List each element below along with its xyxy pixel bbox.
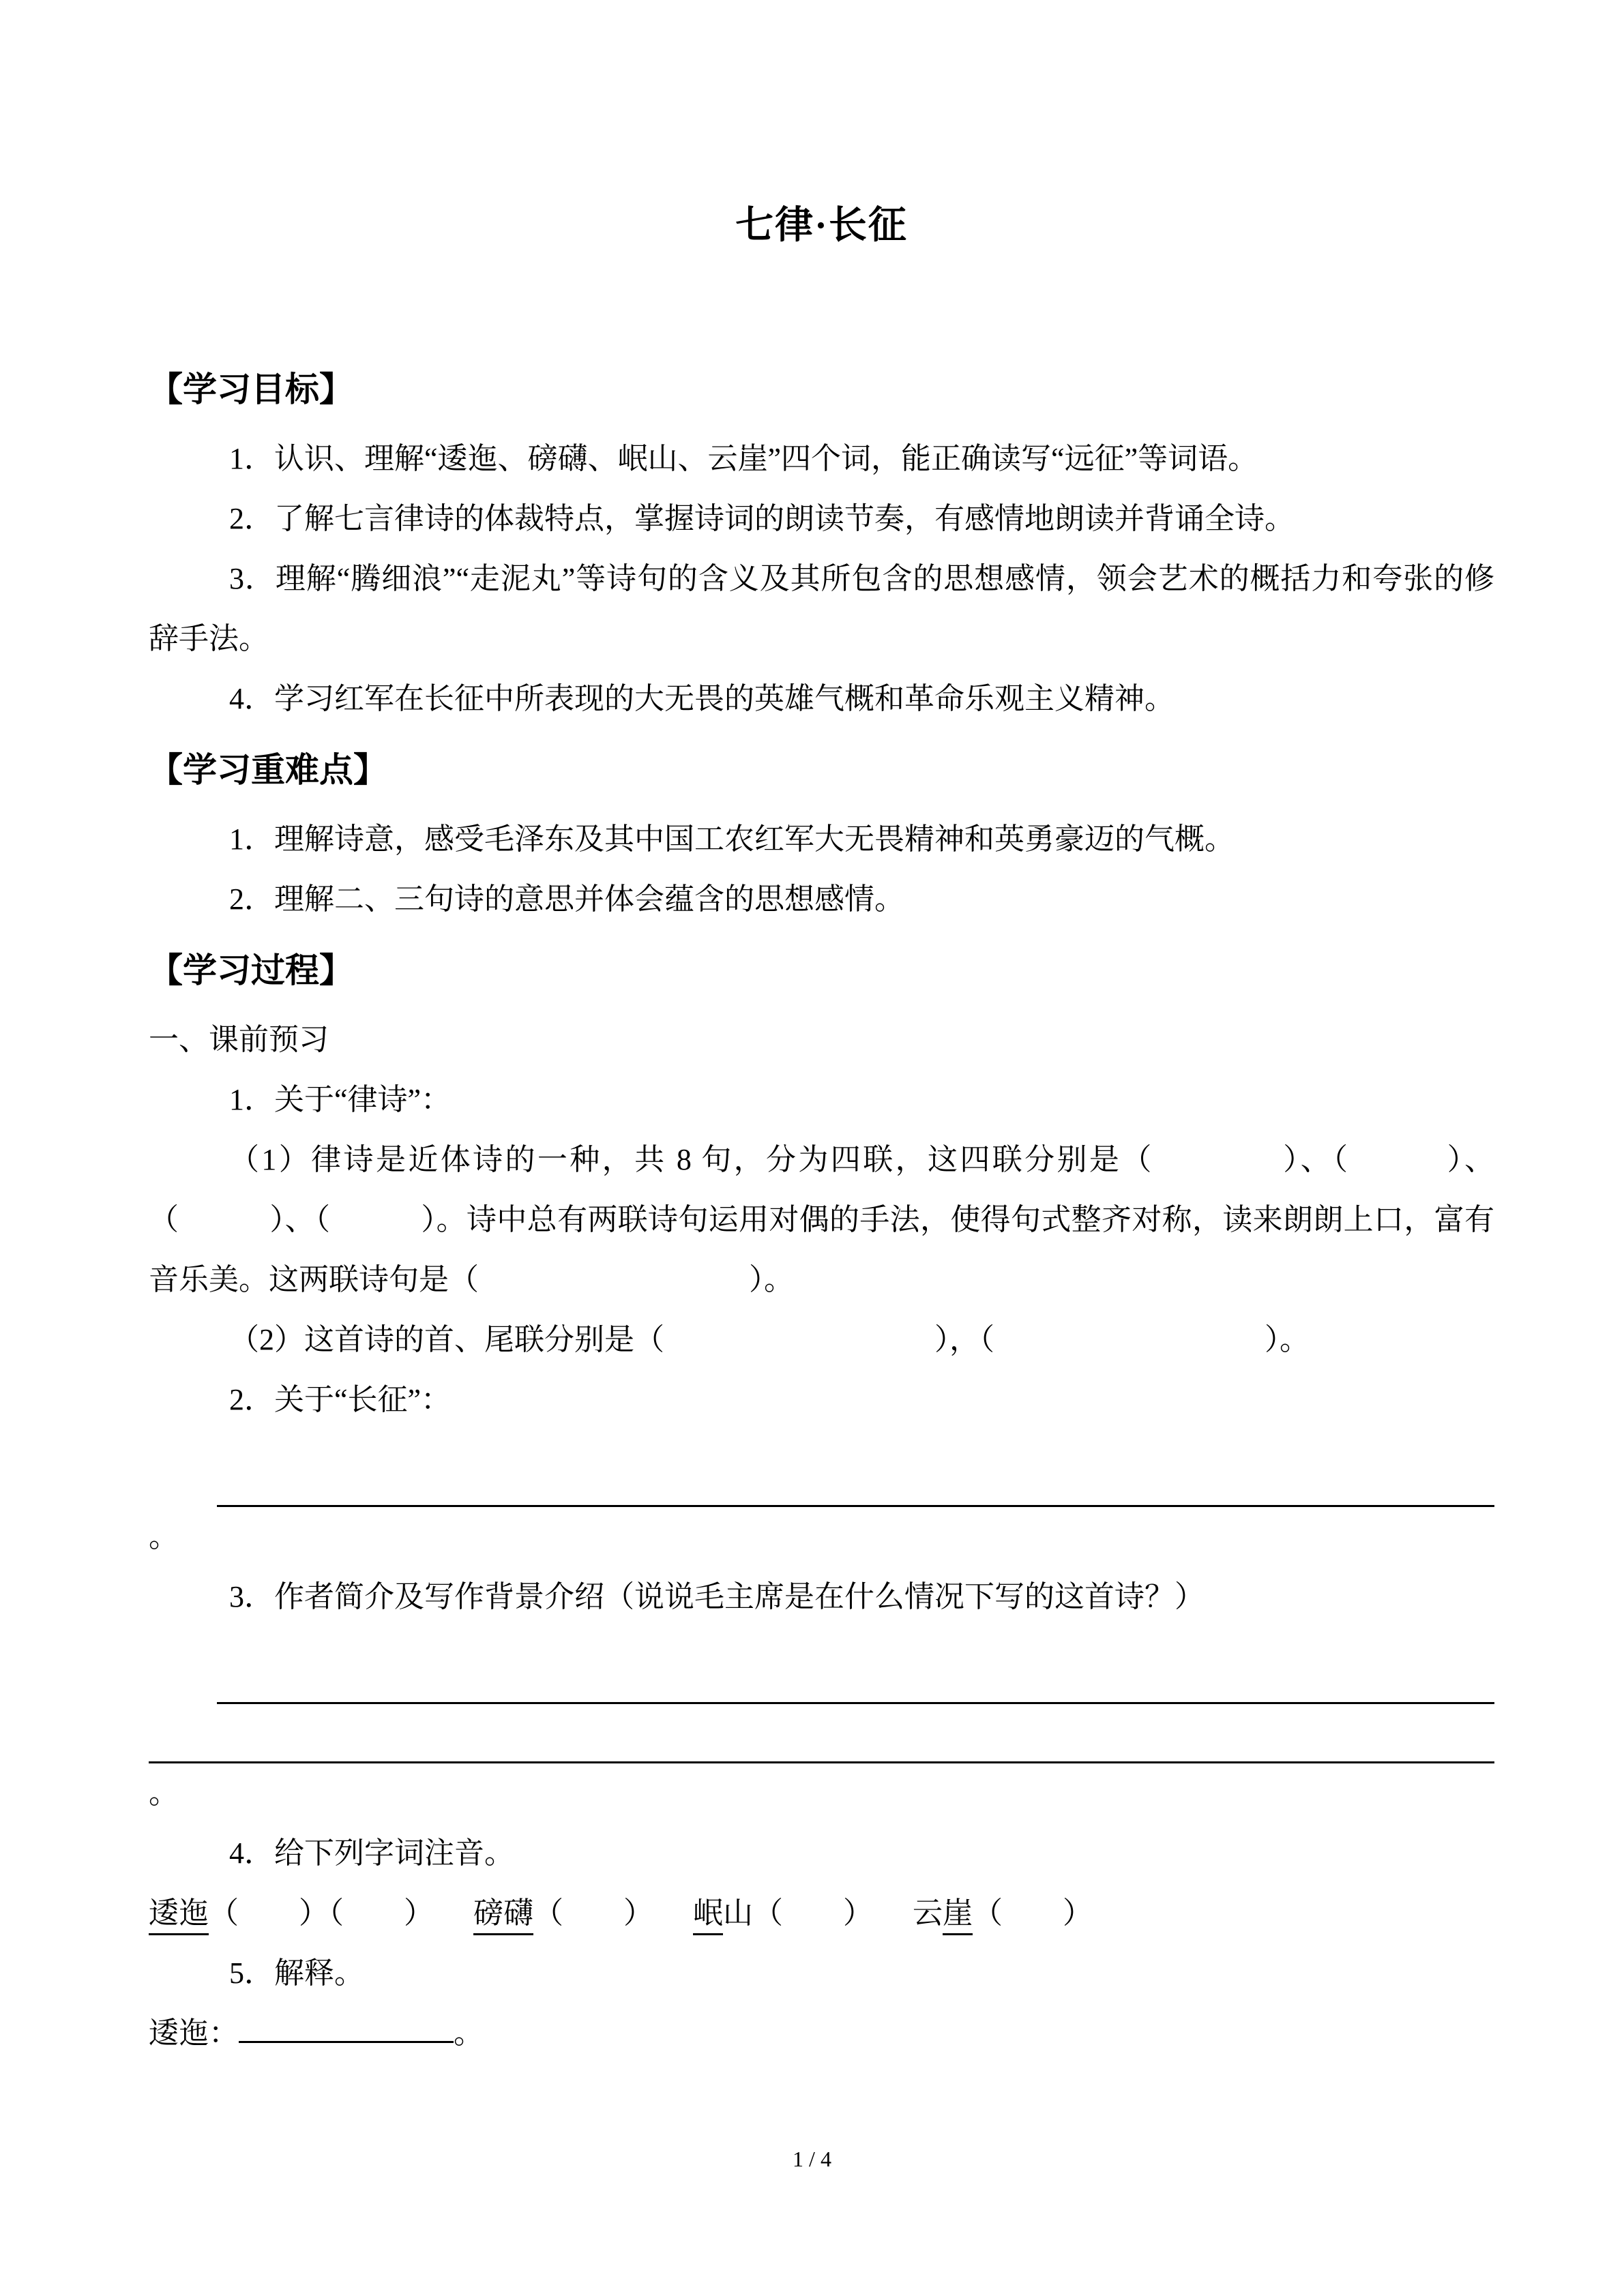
explain-line (149, 2003, 1494, 2063)
pinyin-group-minshan (693, 1896, 873, 1930)
section-heading-process: 【学习过程】 (149, 951, 353, 989)
document-title: 七律·长征 (735, 205, 908, 247)
answer-line (149, 1704, 1494, 1763)
section-heading-objectives: 【学习目标】 (149, 370, 353, 408)
pinyin-blank-yunya: （ ） (973, 1896, 1093, 1930)
explain-period: 。 (454, 2016, 484, 2050)
page-number: 1 / 4 (793, 2147, 831, 2171)
question-2: 2．关于“长征”： (229, 1383, 452, 1416)
explain-word: 逶迤： (149, 2016, 239, 2050)
key-point-item-2: 2．理解二、三句诗的意思并体会蕴含的思想感情。 (229, 882, 904, 916)
question-5: 5．解释。 (229, 1956, 364, 1990)
pinyin-group-weiyi (149, 1896, 434, 1930)
pinyin-group-pangbo (473, 1896, 653, 1930)
pinyin-blank-minshan: （ ） (753, 1896, 873, 1930)
pinyin-exercise-line (149, 1883, 1494, 1943)
period-mark: 。 (149, 1776, 179, 1810)
objective-item-3: 3．理解“腾细浪”“走泥丸”等诗句的含义及其所包含的思想感情，领会艺术的概括力和夸张的修辞手法。 (149, 562, 1494, 655)
subsection-preview: 一、课前预习 (149, 1023, 329, 1056)
question-1-sub-1: （1）律诗是近体诗的一种，共 8 句，分为四联，这四联分别是（ ）、（ ）、（ ）、（ ）。诗中总有两联诗句运用对偶的手法，使得句式整齐对称，读来朗朗上口，富有音乐美。这两联诗句是（ ）。 (149, 1143, 1494, 1296)
word-shan: 山 (723, 1896, 753, 1930)
objective-item-2: 2．了解七言律诗的体裁特点，掌握诗词的朗读节奏，有感情地朗读并背诵全诗。 (229, 502, 1295, 535)
word-ya: 崖 (943, 1896, 973, 1935)
word-min: 岷 (693, 1896, 723, 1935)
key-point-item-1: 1．理解诗意，感受毛泽东及其中国工农红军大无畏精神和英勇豪迈的气概。 (229, 822, 1235, 856)
question-4: 4．给下列字词注音。 (229, 1836, 514, 1870)
period-mark: 。 (149, 1520, 179, 1553)
word-pangbo: 磅礴 (473, 1896, 533, 1935)
objective-item-1: 1．认识、理解“逶迤、磅礴、岷山、云崖”四个词，能正确读写“远征”等词语。 (229, 442, 1258, 475)
answer-line (217, 1645, 1494, 1704)
answer-line (217, 1448, 1494, 1507)
pinyin-blank-pangbo: （ ） (533, 1896, 653, 1930)
word-weiyi: 逶迤 (149, 1896, 209, 1935)
pinyin-blank-weiyi: （ ）（ ） (209, 1896, 434, 1930)
question-1: 1．关于“律诗”： (229, 1083, 452, 1116)
section-heading-key-points: 【学习重难点】 (149, 751, 387, 789)
question-3: 3．作者简介及写作背景介绍（说说毛主席是在什么情况下写的这首诗？） (229, 1580, 1205, 1613)
explain-blank (239, 2008, 454, 2043)
pinyin-group-yunya (913, 1896, 1093, 1930)
word-yun: 云 (913, 1896, 943, 1930)
objective-item-4: 4．学习红军在长征中所表现的大无畏的英雄气概和革命乐观主义精神。 (229, 682, 1175, 715)
question-1-sub-2: （2）这首诗的首、尾联分别是（ ），（ ）。 (229, 1323, 1310, 1356)
